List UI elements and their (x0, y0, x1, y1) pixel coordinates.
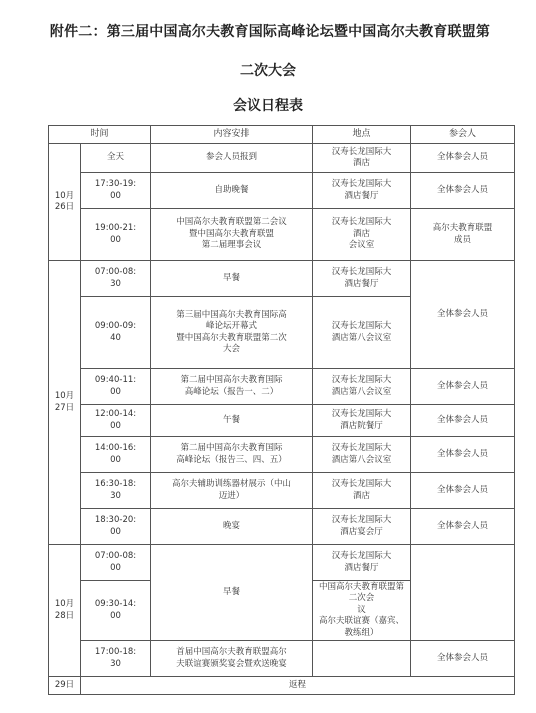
place-cell: 汉寿长龙国际大 酒店 会议室 (313, 209, 411, 261)
date-cell: 10月 26日 (49, 144, 81, 261)
attendee-cell: 全体参会人员 (411, 437, 515, 473)
content-cell: 第二届中国高尔夫教育国际 高峰论坛（报告三、四、五） (151, 437, 313, 473)
table-row (49, 509, 515, 545)
place-cell (313, 641, 411, 677)
time-cell: 18:30-20: 00 (81, 509, 151, 545)
place-cell: 汉寿长龙国际大 酒店餐厅 (313, 545, 411, 581)
schedule-table (48, 125, 515, 695)
place-cell: 汉寿长龙国际大 酒店第八会议室 (313, 369, 411, 405)
content-cell: 第三届中国高尔夫教育国际高 峰论坛开幕式 暨中国高尔夫教育联盟第二次 大会 (151, 297, 313, 369)
time-cell: 全天 (81, 144, 151, 173)
attendee-cell: 全体参会人员 (411, 405, 515, 437)
date-cell: 10月 28日 (49, 545, 81, 677)
attendee-cell: 全体参会人员 (411, 509, 515, 545)
table-row (49, 173, 515, 209)
table-header-row (49, 126, 515, 144)
table-row (49, 144, 515, 173)
place-cell: 汉寿长龙国际大 酒店餐厅 (313, 173, 411, 209)
table-row (49, 641, 515, 677)
time-cell: 14:00-16: 00 (81, 437, 151, 473)
header-attendees: 参会人 (411, 126, 515, 144)
header-content: 内容安排 (151, 126, 313, 144)
table-row (49, 405, 515, 437)
time-cell: 12:00-14: 00 (81, 405, 151, 437)
attendee-cell: 高尔夫教育联盟 成员 (411, 209, 515, 261)
content-cell: 参会人员报到 (151, 144, 313, 173)
place-cell: 汉寿长龙国际大 酒店院餐厅 (313, 405, 411, 437)
table-row (49, 209, 515, 261)
attendee-cell: 全体参会人员 (411, 144, 515, 173)
time-cell: 09:30-14: 00 (81, 581, 151, 641)
attendee-cell: 全体参会人员 (411, 261, 515, 369)
table-row (49, 677, 515, 695)
place-cell: 汉寿长龙国际大 酒店餐厅 (313, 261, 411, 297)
place-cell: 汉寿长龙国际大 酒店宴会厅 (313, 509, 411, 545)
attendee-cell: 全体参会人员 (411, 173, 515, 209)
time-cell: 07:00-08: 30 (81, 261, 151, 297)
content-cell: 自助晚餐 (151, 173, 313, 209)
time-cell: 09:40-11: 00 (81, 369, 151, 405)
content-cell: 返程 (81, 677, 515, 695)
content-cell: 早餐 (151, 545, 313, 641)
time-cell: 17:00-18: 30 (81, 641, 151, 677)
content-cell: 中国高尔夫教育联盟第二会议 暨中国高尔夫教育联盟 第二届理事会议 (151, 209, 313, 261)
place-cell: 汉寿长龙国际大 酒店第八会议室 (313, 297, 411, 369)
time-cell: 16:30-18: 30 (81, 473, 151, 509)
attendee-cell: 全体参会人员 (411, 369, 515, 405)
time-cell: 07:00-08: 00 (81, 545, 151, 581)
place-cell: 汉寿长龙国际大 酒店 (313, 144, 411, 173)
schedule-heading: 会议日程表 (233, 98, 303, 114)
attendee-cell: 全体参会人员 (411, 473, 515, 509)
table-row (49, 545, 515, 581)
header-place: 地点 (313, 126, 411, 144)
header-time: 时间 (49, 126, 151, 144)
document-title-continued: 二次大会 (240, 63, 296, 79)
place-cell: 汉寿长龙国际大 酒店第八会议室 (313, 437, 411, 473)
attendee-cell (411, 545, 515, 641)
content-cell: 中国高尔夫教育联盟第二次会 议 高尔夫联谊赛（嘉宾、教练组） (313, 581, 411, 641)
content-cell: 晚宴 (151, 509, 313, 545)
table-row (49, 261, 515, 297)
table-row (49, 369, 515, 405)
place-cell: 汉寿长龙国际大 酒店 (313, 473, 411, 509)
time-cell: 17:30-19: 00 (81, 173, 151, 209)
date-cell: 10月 27日 (49, 261, 81, 545)
content-cell: 高尔夫辅助训练器材展示（中山 迈进） (151, 473, 313, 509)
table-row (49, 473, 515, 509)
document-title: 附件二：第三届中国高尔夫教育国际高峰论坛暨中国高尔夫教育联盟第 (49, 24, 491, 40)
content-cell: 第二届中国高尔夫教育国际 高峰论坛（报告一、二） (151, 369, 313, 405)
content-cell: 早餐 (151, 261, 313, 297)
table-row (49, 437, 515, 473)
date-cell: 29日 (49, 677, 81, 695)
attendee-cell: 全体参会人员 (411, 641, 515, 677)
time-cell: 19:00-21: 00 (81, 209, 151, 261)
time-cell: 09:00-09: 40 (81, 297, 151, 369)
content-cell: 首届中国高尔夫教育联盟高尔 夫联谊赛颁奖宴会暨欢送晚宴 (151, 641, 313, 677)
content-cell: 午餐 (151, 405, 313, 437)
